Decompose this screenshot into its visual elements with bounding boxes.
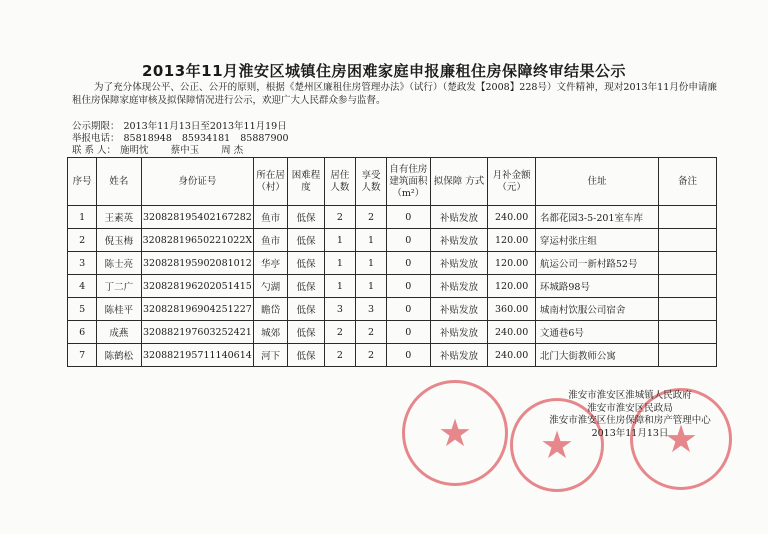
cell-housing-area: 0 [387,206,431,229]
cell-name: 成燕 [97,321,141,344]
cell-housing-area: 0 [387,252,431,275]
header-method: 拟保障 方式 [430,158,488,206]
cell-id-number: 32082819650221022X [141,229,254,252]
header-id-number: 身份证号 [141,158,254,206]
cell-beneficiaries: 1 [355,275,386,298]
cell-id-number: 320828196202051415 [141,275,254,298]
header-name: 姓名 [97,158,141,206]
period-value: 2013年11月13日至2013年11月19日 [123,121,287,132]
cell-household-size: 1 [324,252,355,275]
authority-name: 淮安市淮安区民政局 [587,402,673,414]
contact-name: 施明忱 [120,145,149,156]
cell-id-number: 320828196904251227 [141,298,254,321]
cell-id-number: 320828195402167282 [141,206,254,229]
cell-beneficiaries: 2 [355,206,386,229]
cell-monthly-subsidy: 240.00 [488,206,535,229]
cell-name: 倪玉梅 [97,229,141,252]
table-row [68,298,717,321]
cell-id-number: 320882197603252421 [141,321,254,344]
table-row [68,275,717,298]
cell-index: 1 [68,206,97,229]
cell-method: 补贴发放 [430,275,488,298]
cell-address: 文通巷6号 [535,321,658,344]
cell-index: 2 [68,229,97,252]
phone-number: 85934181 [181,133,231,144]
issue-date: 2013年11月13日 [591,427,669,439]
cell-household-size: 2 [324,206,355,229]
cell-name: 陈鹤松 [97,344,141,367]
cell-remark [659,206,717,229]
cell-remark [659,298,717,321]
cell-remark [659,321,717,344]
cell-name: 陈桂平 [97,298,141,321]
cell-hardship: 低保 [288,206,325,229]
contact-name: 周 杰 [221,145,244,156]
official-stamp: ★ [402,380,508,486]
cell-index: 5 [68,298,97,321]
table-row [68,229,717,252]
cell-residence: 城郊 [254,321,288,344]
cell-name: 王素英 [97,206,141,229]
header-hardship: 困难程度 [288,158,325,206]
cell-hardship: 低保 [288,275,325,298]
cell-housing-area: 0 [387,298,431,321]
official-stamp: ★ [630,388,732,490]
cell-index: 3 [68,252,97,275]
cell-monthly-subsidy: 360.00 [488,298,535,321]
report-phones [72,133,299,145]
header-household-size: 居住人数 [324,158,355,206]
phone-label: 举报电话： [72,133,120,144]
cell-household-size: 1 [324,275,355,298]
issuing-authorities [520,390,740,440]
cell-residence: 瞻岱 [254,298,288,321]
header-beneficiaries: 享受人数 [355,158,386,206]
cell-hardship: 低保 [288,252,325,275]
cell-method: 补贴发放 [430,321,488,344]
authority-name: 淮安市淮安区住房保障和房产管理中心 [549,415,711,426]
header-address: 住址 [535,158,658,206]
cell-address: 城南村饮服公司宿舍 [535,298,658,321]
cell-beneficiaries: 2 [355,321,386,344]
cell-beneficiaries: 2 [355,344,386,367]
period-label: 公示期限： [72,121,120,132]
cell-beneficiaries: 3 [355,298,386,321]
cell-beneficiaries: 1 [355,229,386,252]
cell-household-size: 2 [324,321,355,344]
official-stamp: ★ [510,398,604,492]
cell-housing-area: 0 [387,344,431,367]
contact-label: 联 系 人： [72,145,117,156]
cell-method: 补贴发放 [430,252,488,275]
contact-name: 蔡中玉 [170,145,200,156]
cell-household-size: 2 [324,344,355,367]
cell-method: 补贴发放 [430,229,488,252]
cell-housing-area: 0 [387,321,431,344]
cell-beneficiaries: 1 [355,252,386,275]
cell-monthly-subsidy: 240.00 [488,321,535,344]
cell-monthly-subsidy: 240.00 [488,344,535,367]
cell-residence: 华亭 [254,252,288,275]
cell-method: 补贴发放 [430,206,488,229]
phone-number: 85818948 [123,133,172,144]
authority-name: 淮安市淮安区淮城镇人民政府 [568,390,692,401]
contact-persons [72,145,253,157]
intro-paragraph: 为了充分体现公平、公正、公开的原则，根据《楚州区廉租住房管理办法》（试行）（楚政发【2008】228号）文件精神，现对2013年11月份申请廉租住房保障家庭审核及拟保障情况进行公示，欢迎广大人民群众参与监督。 [72,82,717,106]
cell-housing-area: 0 [387,275,431,298]
cell-housing-area: 0 [387,229,431,252]
cell-id-number: 320882195711140614 [141,344,254,367]
cell-hardship: 低保 [288,344,325,367]
cell-household-size: 1 [324,229,355,252]
cell-address: 名都花园3-5-201室车库 [535,206,658,229]
cell-household-size: 3 [324,298,355,321]
table-header-row [68,158,717,206]
cell-remark [659,252,717,275]
cell-remark [659,344,717,367]
cell-monthly-subsidy: 120.00 [488,275,535,298]
cell-address: 穿运村张庄组 [535,229,658,252]
publicity-period [72,121,297,133]
cell-remark [659,275,717,298]
cell-hardship: 低保 [288,298,325,321]
cell-address: 航运公司一新村路52号 [535,252,658,275]
document-title: 2013年11月淮安区城镇住房困难家庭申报廉租住房保障终审结果公示 [141,62,627,80]
cell-name: 丁二广 [97,275,141,298]
table-row [68,206,717,229]
phone-number: 85887900 [240,133,289,144]
header-housing-area: 自有住房建筑面积（m²） [387,158,431,206]
cell-index: 6 [68,321,97,344]
table-row [68,321,717,344]
cell-monthly-subsidy: 120.00 [488,252,535,275]
cell-monthly-subsidy: 120.00 [488,229,535,252]
cell-remark [659,229,717,252]
table-row [68,252,717,275]
header-residence: 所在居（村） [254,158,288,206]
cell-residence: 河下 [254,344,288,367]
cell-hardship: 低保 [288,321,325,344]
cell-method: 补贴发放 [430,298,488,321]
cell-method: 补贴发放 [430,344,488,367]
cell-address: 环城路98号 [535,275,658,298]
header-remark: 备注 [659,158,717,206]
cell-address: 北门大街教师公寓 [535,344,658,367]
cell-residence: 鱼市 [254,206,288,229]
cell-residence: 鱼市 [254,229,288,252]
header-index: 序号 [68,158,97,206]
cell-hardship: 低保 [288,229,325,252]
cell-index: 4 [68,275,97,298]
cell-index: 7 [68,344,97,367]
header-monthly-subsidy: 月补金额（元） [488,158,535,206]
cell-name: 陈士亮 [97,252,141,275]
cell-residence: 勺湖 [254,275,288,298]
result-table [67,157,717,367]
cell-id-number: 320828195902081012 [141,252,254,275]
table-row [68,344,717,367]
